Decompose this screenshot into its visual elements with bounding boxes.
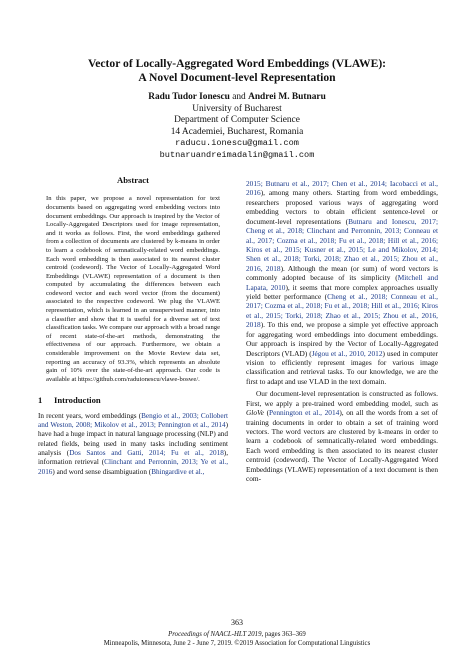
author-names [40,92,434,104]
email-1: raducu.ionescu@gmail.com [175,138,299,149]
author-2: Andrei M. Butnaru [248,92,326,102]
intro-paragraph-1-continued [246,179,438,386]
text-run: ) and word sense disambiguation ( [52,467,152,476]
text-run: Our document-level representation is constructed as follows. First, we apply a pre-trained word embedding model, such as [246,389,438,408]
footer-venue: Minneapolis, Minnesota, June 2 - June 7, 2019. ©2019 Association for Computational Linguistics [103,640,371,647]
right-column [246,179,438,484]
citation-link[interactable]: Butnaru and Ionescu, 2017; Cheng et al., 2018; Clinchant and Perronnin, 2013; Conneau et al., 2017; Cozma et al., 2018; Fu et al., 2018; Hill et al., 2016; Kiros et al., 2015; Kusner et al., 2015; Le and Mikolov, 2014; Shen et al., 2018; Torki, 2018; Zhao et al., 2015; Zhou et al., 2016, 2018 [246,216,438,273]
proceedings-name: Proceedings of NAACL-HLT 2019 [168,631,262,638]
citation-link[interactable]: Bengio et al., 2003; Collobert and Weston, 2008; Mikolov et al., 2013; Pennington et al., 2014 [38,411,228,430]
citation-link[interactable]: Clinchant and Perronnin, 2013; Ye et al., 2016 [38,458,228,476]
affiliation-address: 14 Academiei, Bucharest, Romania [170,126,304,137]
citation-link[interactable]: Cheng et al., 2018; Conneau et al., 2017; Cozma et al., 2018; Fu et al., 2018; Hill et al., 2016; Kiros et al., 2015; Torki, 2018; Zhao et al., 2015; Zhou et al., 2016, 2018 [246,292,438,330]
text-run: ), among many others. Starting from word embeddings, researchers proposed various ways of aggregating word embedding vectors to obtain efficient sentence-level or document-level representations ( [246,188,438,226]
author-conjunction: and [229,92,249,102]
paper-title [40,57,434,85]
text-run: ) used in computer vision to efficiently represent images for various image classification and retrieval tasks. To our knowledge, we are the first to adapt and use VLAD in the text domain. [246,348,438,386]
text-run: ), it seems that more complex approaches usually yield better performance ( [246,282,438,302]
citation-link[interactable]: 2015; Butnaru et al., 2017; Chen et al., 2014; Iacobacci et al., 2016 [246,179,438,198]
page-number: 363 [231,618,243,627]
text-run: ). Although the mean (or sum) of word vectors is commonly adopted because of its simplicity ( [246,263,439,283]
intro-paragraph-1 [38,412,228,477]
footer-proceedings [0,630,474,639]
proceedings-pages: , pages 363–369 [261,631,306,638]
email-2: butnaruandreimadalin@gmail.com [159,149,315,160]
section-number: 1 [38,395,43,406]
affiliation-university: University of Bucharest [192,103,282,114]
citation-link[interactable]: Pennington et al., 2014 [269,408,340,418]
title-line-2: A Novel Document-level Representation [138,71,336,84]
text-run: ), on all the words from a set of training documents in order to obtain a set of training word vectors. The word vectors are clustered by k-means in order to learn a codebook of semnatically-related word embeddings. Each word embedding is then associated to its nearest cluster centroid (codeword). The Vector of Locally-Aggregated Word Embeddings (VLAWE) representation of a text document is then com- [246,408,438,484]
text-run: ( [263,408,270,418]
author-1: Radu Tudor Ionescu [148,92,230,102]
text-run: ), information retrieval ( [38,449,228,467]
text-run: ) have had a huge impact in natural language processing (NLP) and related fields, being used in many tasks including sentiment analysis ( [38,421,228,458]
abstract-text: In this paper, we propose a novel representation for text documents based on aggregating word embedding vectors into document embeddings. Our approach is inspired by the Vector of Locally-Aggregated Descriptors used for image representation, and it works as follows. First, the word embeddings gathered from a collection of documents are clustered by k-means in order to learn a codebook of semnatically-related word embeddings. Each word embedding is then associated to its nearest cluster centroid (codeword). The Vector of Locally-Aggregated Word Embeddings (VLAWE) representation of a document is then computed by accumulating the differences between each codeword vector and each word vector (from the document) associated to the respective codeword. We plug the VLAWE representation, which is learned in an unsupervised manner, into a classifier and show that it is useful for a diverse set of text classification tasks. We compare our approach with a broad range of recent state-of-the-art methods, demonstrating the effectiveness of our approach. Furthermore, we obtain a considerable improvement on the Movie Review data set, reporting an accuracy of 93.3%, which represents an absolute gain of 10% over the state-of-the-art approach. Our code is available at https://github.com/raduionescu/vlawe-boswe/. [46,195,220,383]
author-block [40,92,434,162]
affiliation-department: Department of Computer Science [174,115,300,126]
citation-link[interactable]: Bhingardive et al., [151,467,205,476]
glove-term: GloVe [246,408,264,418]
abstract-heading: Abstract [117,175,149,185]
citation-link[interactable]: Dos Santos and Gatti, 2014; Fu et al., 2018 [69,449,224,458]
section-heading-introduction [38,396,228,405]
intro-paragraph-2 [246,389,438,483]
text-run: ). To this end, we propose a simple yet effective approach for aggregating word embeddings into document embeddings. Our approach is inspired by the Vector of Locally-Aggregated Descriptors (VLAD) ( [246,320,438,358]
text-run: In recent years, word embeddings ( [38,411,142,420]
citation-link[interactable]: Jégou et al., 2010, 2012 [311,348,383,358]
left-column [38,176,228,477]
title-line-1: Vector of Locally-Aggregated Word Embeddings (VLAWE): [87,57,387,70]
section-title: Introduction [54,395,101,406]
citation-link[interactable]: Mitchell and Lapata, 2010 [246,273,438,292]
page-footer [0,630,474,648]
